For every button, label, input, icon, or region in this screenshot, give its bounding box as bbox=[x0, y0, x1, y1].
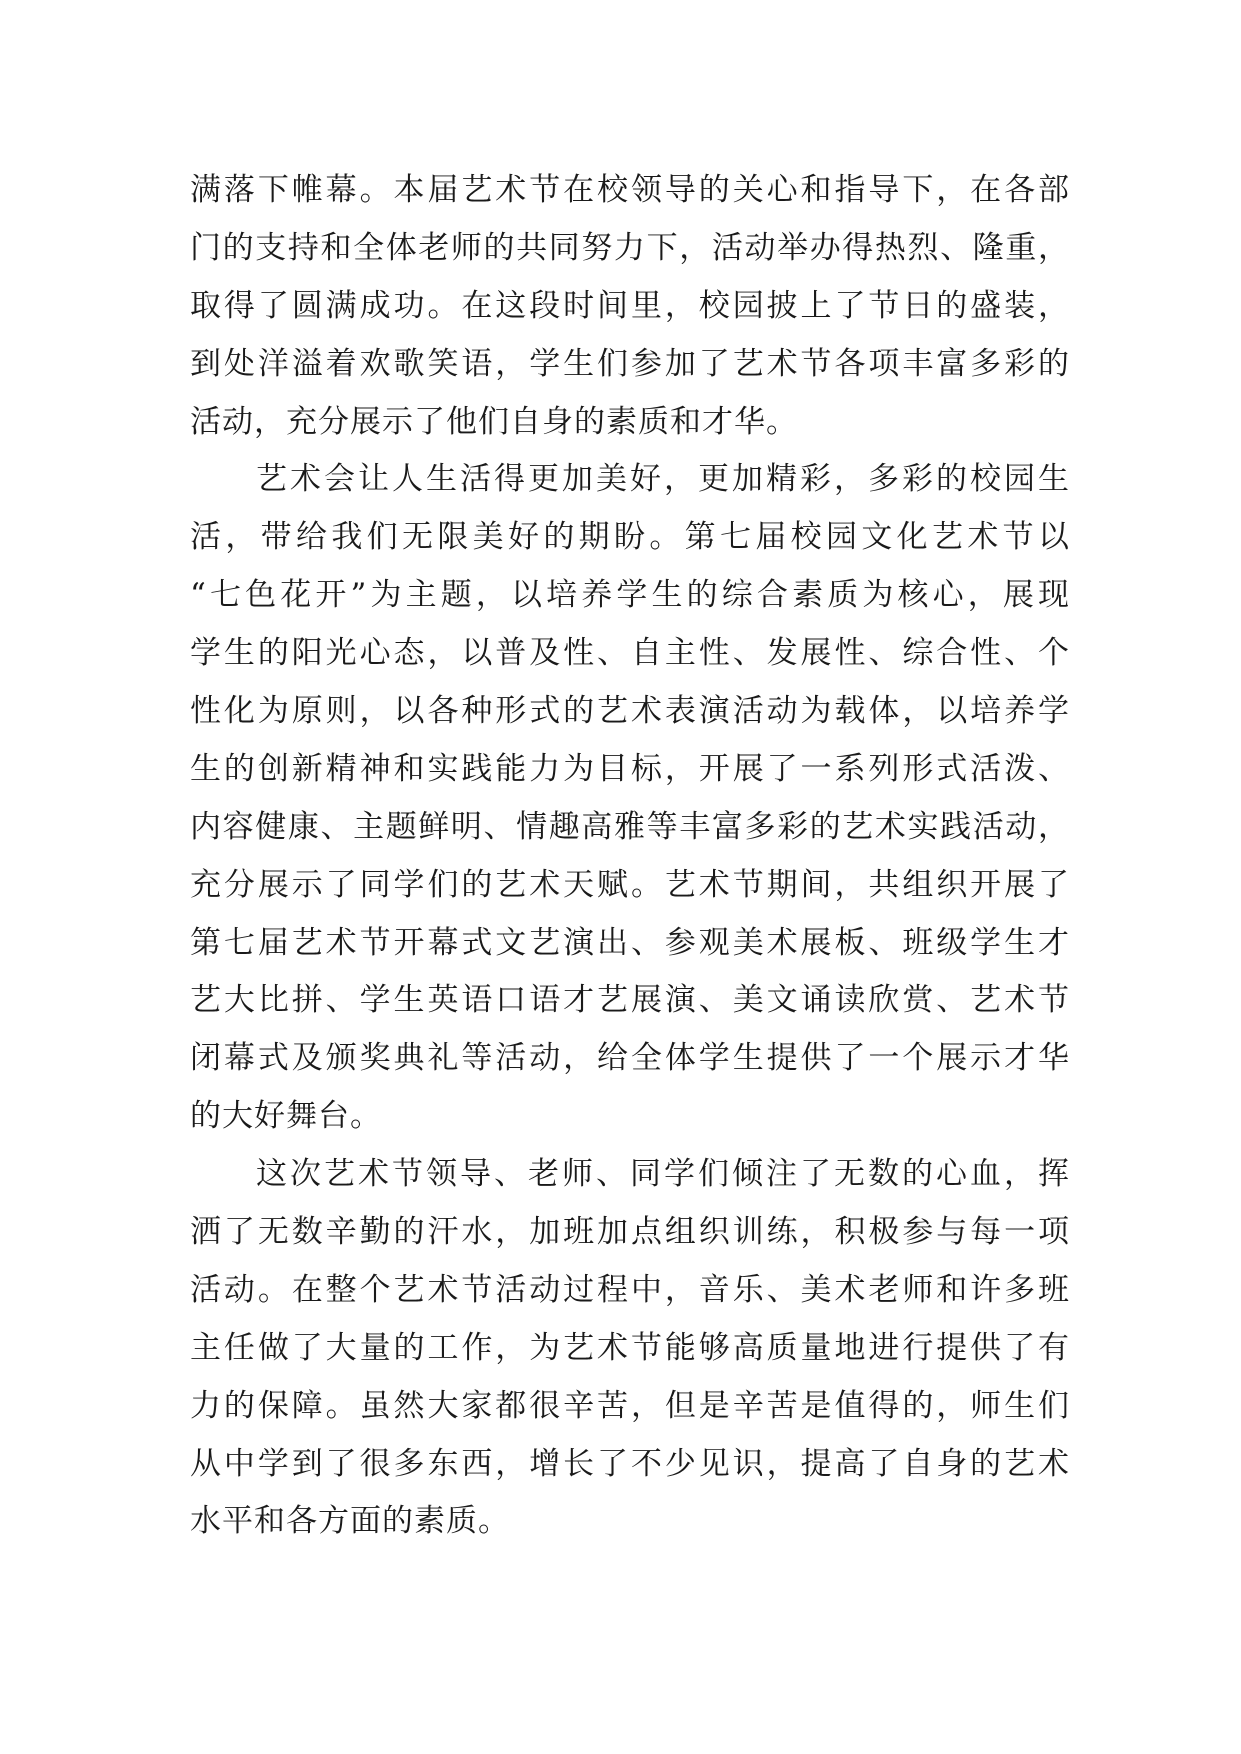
text-line: 性化为原则，以各种形式的艺术表演活动为载体，以培养学 bbox=[190, 693, 1070, 730]
text-line: 闭幕式及颁奖典礼等活动，给全体学生提供了一个展示才华 bbox=[190, 1040, 1070, 1077]
text-line: 活动，充分展示了他们自身的素质和才华。 bbox=[190, 403, 798, 440]
text-line: 水平和各方面的素质。 bbox=[190, 1503, 510, 1540]
text-line: 门的支持和全体老师的共同努力下，活动举办得热烈、隆重， bbox=[190, 229, 1070, 266]
text-line: 满落下帷幕。本届艺术节在校领导的关心和指导下，在各部 bbox=[190, 172, 1070, 208]
text-line: 取得了圆满成功。在这段时间里，校园披上了节日的盛装， bbox=[190, 287, 1070, 324]
text-line: 的大好舞台。 bbox=[190, 1098, 382, 1135]
text-line: 生的创新精神和实践能力为目标，开展了一系列形式活泼、 bbox=[190, 750, 1070, 787]
text-line: 学生的阳光心态，以普及性、自主性、发展性、综合性、个 bbox=[190, 635, 1070, 672]
text-line: 从中学到了很多东西，增长了不少见识，提高了自身的艺术 bbox=[190, 1445, 1070, 1482]
text-line: 力的保障。虽然大家都很辛苦，但是辛苦是值得的，师生们 bbox=[190, 1387, 1070, 1424]
text-line: 内容健康、主题鲜明、情趣高雅等丰富多彩的艺术实践活动， bbox=[190, 808, 1070, 845]
text-line: 洒了无数辛勤的汗水，加班加点组织训练，积极参与每一项 bbox=[190, 1214, 1070, 1251]
text-line: 艺大比拼、学生英语口语才艺展演、美文诵读欣赏、艺术节 bbox=[190, 982, 1070, 1019]
text-line: “七色花开”为主题，以培养学生的综合素质为核心，展现 bbox=[190, 577, 1070, 614]
text-line: 到处洋溢着欢歌笑语，学生们参加了艺术节各项丰富多彩的 bbox=[190, 345, 1070, 382]
text-line: 活动。在整个艺术节活动过程中，音乐、美术老师和许多班 bbox=[190, 1271, 1070, 1308]
text-line: 主任做了大量的工作，为艺术节能够高质量地进行提供了有 bbox=[190, 1329, 1070, 1366]
text-line: 这次艺术节领导、老师、同学们倾注了无数的心血，挥 bbox=[256, 1156, 1070, 1193]
body-text bbox=[190, 162, 1070, 1551]
text-line: 活，带给我们无限美好的期盼。第七届校园文化艺术节以 bbox=[190, 519, 1070, 556]
text-line: 艺术会让人生活得更加美好，更加精彩，多彩的校园生 bbox=[256, 461, 1070, 498]
text-line: 充分展示了同学们的艺术天赋。艺术节期间，共组织开展了 bbox=[190, 866, 1070, 903]
text-line: 第七届艺术节开幕式文艺演出、参观美术展板、班级学生才 bbox=[190, 924, 1070, 961]
